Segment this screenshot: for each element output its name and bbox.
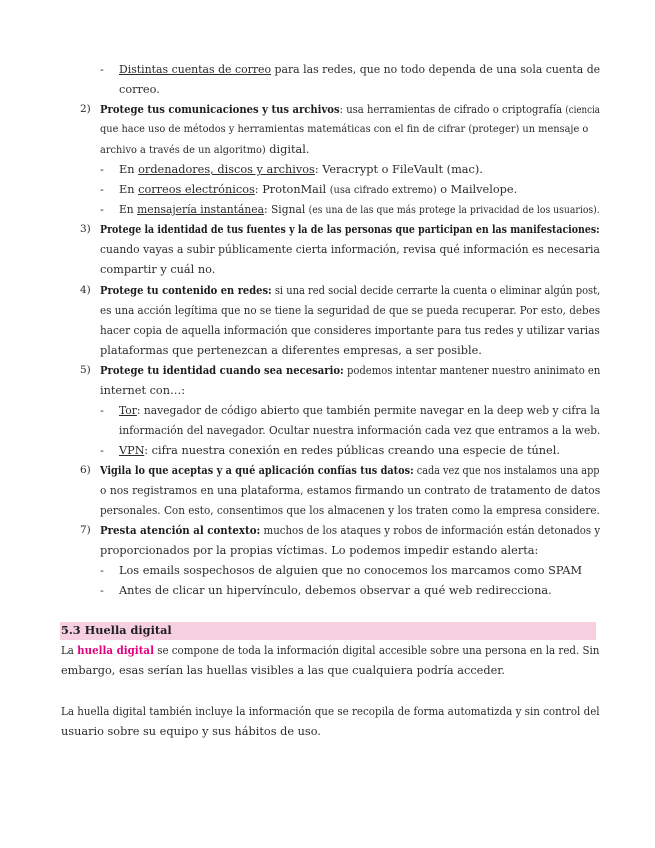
item-text: es una acción legítima que no se tiene la seguridad de que se pueda recuperar. Por esto, debes <box>100 304 601 317</box>
item-number: 6) <box>80 464 91 476</box>
item-number: 4) <box>80 284 91 296</box>
item-text: cada vez que nos instalamos una app <box>413 464 600 477</box>
list-item <box>119 180 517 201</box>
item-heading: Protege tu contenido en redes: <box>100 283 272 297</box>
item-heading: Protege tus comunicaciones y tus archivos <box>100 102 340 116</box>
list-item <box>100 220 600 240</box>
bullet-dash: - <box>100 444 104 457</box>
item-text: para las redes, que no todo dependa de una sola cuenta de <box>271 63 601 76</box>
item-text: cuando vayas a subir públicamente cierta información, revisa qué información es necesaria <box>100 243 600 256</box>
item-text: internet con…: <box>100 384 186 397</box>
item-number: 2) <box>80 103 91 115</box>
item-note: (ciencia <box>565 105 600 116</box>
bullet-dash: - <box>100 564 104 577</box>
item-text: o Mailvelope. <box>436 183 518 196</box>
list-item <box>100 100 600 121</box>
list-item <box>100 140 309 161</box>
list-item: Los emails sospechosos de alguien que no conocemos los marcamos como SPAM <box>119 564 583 577</box>
item-text: información del navegador. Ocultar nuestra información cada vez que entramos a la web. <box>119 424 601 437</box>
list-item <box>119 441 560 461</box>
bullet-dash: - <box>100 163 104 176</box>
item-text: hacer copia de aquella información que consideres importante para tus redes y utilizar varias <box>100 324 600 337</box>
section-heading <box>61 621 172 641</box>
paragraph-text: usuario sobre su equipo y sus hábitos de uso. <box>61 725 321 738</box>
paragraph-text: La <box>61 644 78 657</box>
underlined-term: correos electrónicos <box>138 183 255 196</box>
item-text: correo. <box>119 83 160 96</box>
item-text: : usa herramientas de cifrado o criptografía <box>339 103 566 116</box>
underlined-term: ordenadores, discos y archivos <box>138 163 315 176</box>
item-number: 3) <box>80 223 91 235</box>
bullet-dash: - <box>100 203 104 216</box>
list-item <box>119 160 483 180</box>
paragraph-text: La huella digital también incluye la información que se recopila de forma automatizda y sin control del <box>61 705 600 718</box>
underlined-term: VPN <box>119 444 145 457</box>
list-item <box>100 461 600 481</box>
section-heading-text: 5.3 Huella digital <box>61 623 172 637</box>
list-item <box>119 60 600 80</box>
item-text: En <box>119 183 139 196</box>
item-note: (es una de las que más protege la privacidad de los usuarios). <box>308 205 600 216</box>
list-item <box>100 521 600 541</box>
list-item: Antes de clicar un hipervínculo, debemos observar a qué web redirecciona. <box>119 584 552 597</box>
item-text: : ProtonMail <box>254 183 330 196</box>
item-number: 5) <box>80 364 91 376</box>
item-number: 7) <box>80 524 91 536</box>
item-heading: Protege tu identidad cuando sea necesario: <box>100 363 344 377</box>
item-text: o nos registramos en una plataforma, estamos firmando un contrato de tratamento de datos <box>100 484 601 497</box>
underlined-term: Tor <box>119 404 137 417</box>
item-heading: Presta atención al contexto: <box>100 523 261 537</box>
highlighted-term: huella digital <box>77 643 154 657</box>
underlined-term: Distintas cuentas de correo <box>119 63 272 76</box>
bullet-dash: - <box>100 63 104 76</box>
item-text: En <box>119 163 139 176</box>
paragraph <box>61 641 599 661</box>
item-text: compartir y cuál no. <box>100 263 216 276</box>
bullet-dash: - <box>100 584 104 597</box>
underlined-term: mensajería instantánea <box>137 203 264 216</box>
bullet-dash: - <box>100 404 104 417</box>
item-text: muchos de los ataques y robos de información están detonados y <box>260 524 601 537</box>
item-text: En <box>119 203 138 216</box>
paragraph-text: se compone de toda la información digital accesible sobre una persona en la red. Sin <box>153 644 600 657</box>
item-note: archivo a través de un algoritmo) <box>100 145 266 156</box>
item-text: digital. <box>265 143 310 156</box>
item-text: plataformas que pertenezcan a diferentes empresas, a ser posible. <box>100 344 482 357</box>
paragraph-text: embargo, esas serían las huellas visibles a las que cualquiera podría acceder. <box>61 664 506 677</box>
item-text: personales. Con esto, consentimos que los almacenen y los traten como la empresa considere. <box>100 504 600 517</box>
bullet-dash: - <box>100 183 104 196</box>
item-heading: Protege la identidad de tus fuentes y la de las personas que participan en las manifestaciones: <box>100 222 600 236</box>
item-heading: Vigila lo que aceptas y a qué aplicación confías tus datos: <box>100 463 414 477</box>
item-text: : cifra nuestra conexión en redes públicas creando una especie de túnel. <box>144 444 560 457</box>
list-item <box>100 281 600 301</box>
item-note: (usa cifrado extremo) <box>329 185 437 196</box>
item-note: que hace uso de métodos y herramientas matemáticas con el fin de cifrar (proteger) un mensaje o <box>100 124 589 135</box>
item-text: : Signal <box>263 203 309 216</box>
item-text: podemos intentar mantener nuestro aninimato en <box>343 364 601 377</box>
list-item <box>119 200 600 221</box>
item-text: si una red social decide cerrarte la cuenta o eliminar algún post, <box>271 284 601 297</box>
list-item <box>119 401 600 421</box>
item-text: proporcionados por la propias víctimas. Lo podemos impedir estando alerta: <box>100 544 539 557</box>
item-text: : Veracrypt o FileVault (mac). <box>314 163 483 176</box>
item-text: : navegador de código abierto que también permite navegar en la deep web y cifra la <box>136 404 601 417</box>
list-item <box>100 361 600 381</box>
